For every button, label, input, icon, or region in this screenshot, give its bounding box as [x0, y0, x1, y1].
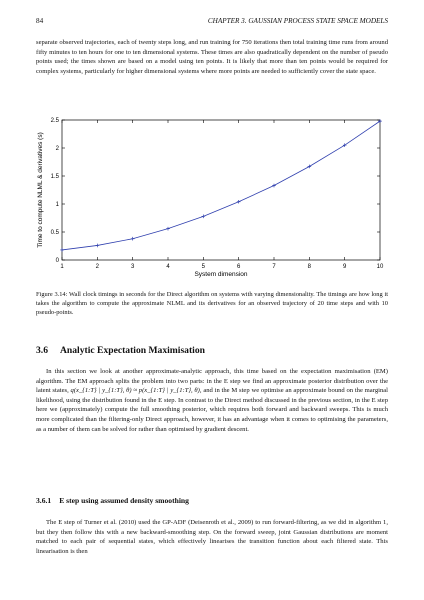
section-heading — [36, 345, 205, 356]
data-point-marker — [308, 165, 312, 169]
intro-paragraph: separate observed trajectories, each of twenty steps long, and run training for 750 iterations then total training time runs from around fifty minutes to ten hours for one to ten dimensional systems. These times are also quadratically dependent on the number of pseudo points used; the times shown are based on a model using ten points. It is likely that more than ten points would be required for complex systems, particularly for higher dimensional systems where more points are needed to sufficiently cover the state space. — [36, 39, 388, 75]
running-head — [36, 17, 388, 25]
timing-chart — [20, 112, 390, 288]
x-tick-label: 1 — [60, 264, 64, 270]
x-tick-label: 6 — [236, 264, 241, 270]
x-tick-label: 7 — [272, 264, 276, 270]
data-point-marker — [60, 248, 64, 252]
subsection-title: E step using assumed density smoothing — [59, 496, 189, 505]
data-point-marker — [131, 237, 135, 241]
data-point-marker — [237, 200, 241, 204]
data-point-marker — [272, 184, 276, 188]
page-number: 84 — [36, 17, 44, 25]
figure-caption: Figure 3.14: Wall clock timings in seconds for the Direct algorithm on systems with varying dimensionality. The timings are how long it takes the algorithm to compute the approximate NLML and its derivatives for an observed trajectory of 20 time steps and with 10 pseudo-points. — [36, 291, 388, 317]
y-tick-label: 1.5 — [50, 174, 59, 180]
figure-3-14 — [20, 112, 390, 288]
x-axis-label: System dimension — [194, 271, 248, 278]
x-tick-label: 3 — [130, 264, 135, 270]
y-tick-label: 1 — [55, 202, 59, 208]
section-paragraph-part2: , and in the M step we optimise an approximate bound on the marginal likelihood, using the distribution found in the E step. In contrast to the Direct method discussed in the previous section, in the E step here we (approximately) compute the full smoothing posterior, which requires both forward and backward sweeps. This is much more complicated than the filtering-only Direct approach, however, it has an advantage when it comes to optimising the parameters, as a number of them can be solved for rather than optimised by gradient descent. — [36, 387, 388, 433]
data-point-marker — [166, 227, 170, 231]
section-number: 3.6 — [36, 345, 48, 356]
data-point-marker — [202, 215, 206, 219]
x-tick-label: 2 — [95, 264, 100, 270]
x-tick-label: 5 — [201, 264, 206, 270]
x-tick-label: 9 — [342, 264, 347, 270]
y-axis-label: Time to compute NLML & derivatives (s) — [37, 132, 44, 248]
section-paragraph-part1: In this section we look at another approximate-analytic approach, this time based on the expectation maximisation (EM) algorithm. The EM approach splits the problem into two parts: in the E step we find an approximate posterior distribution over the latent states, — [36, 368, 388, 395]
plot-frame — [62, 120, 380, 260]
chapter-title: CHAPTER 3. GAUSSIAN PROCESS STATE SPACE MODELS — [207, 17, 388, 25]
subsection-number: 3.6.1 — [36, 496, 52, 505]
posterior-equation: q(x_{1:T} | y_{1:T}, θ) ≈ p(x_{1:T} | y_{1:T}, θ) — [70, 387, 200, 395]
y-tick-label: 2 — [55, 146, 59, 152]
x-tick-label: 4 — [166, 264, 170, 270]
y-tick-label: 0.5 — [50, 230, 59, 236]
x-tick-label: 10 — [376, 264, 384, 270]
section-title: Analytic Expectation Maximisation — [60, 345, 205, 356]
subsection-heading — [36, 496, 189, 505]
series-line — [62, 121, 380, 250]
y-tick-label: 2.5 — [50, 118, 59, 124]
data-point-marker — [96, 244, 100, 248]
y-tick-label: 0 — [55, 258, 59, 264]
section-paragraph — [36, 367, 388, 434]
x-tick-label: 8 — [307, 264, 312, 270]
subsection-paragraph: The E step of Turner et al. (2010) used the GP-ADF (Deisenroth et al., 2009) to run forward-filtering, as we did in algorithm 1, but they then follow this with a new backward-smoothing step. On the forward sweep, joint Gaussian distributions are moment matched to each pair of sequential states, which effectively linearises the transition function about each filtered state. This linearisation is then — [36, 519, 388, 555]
